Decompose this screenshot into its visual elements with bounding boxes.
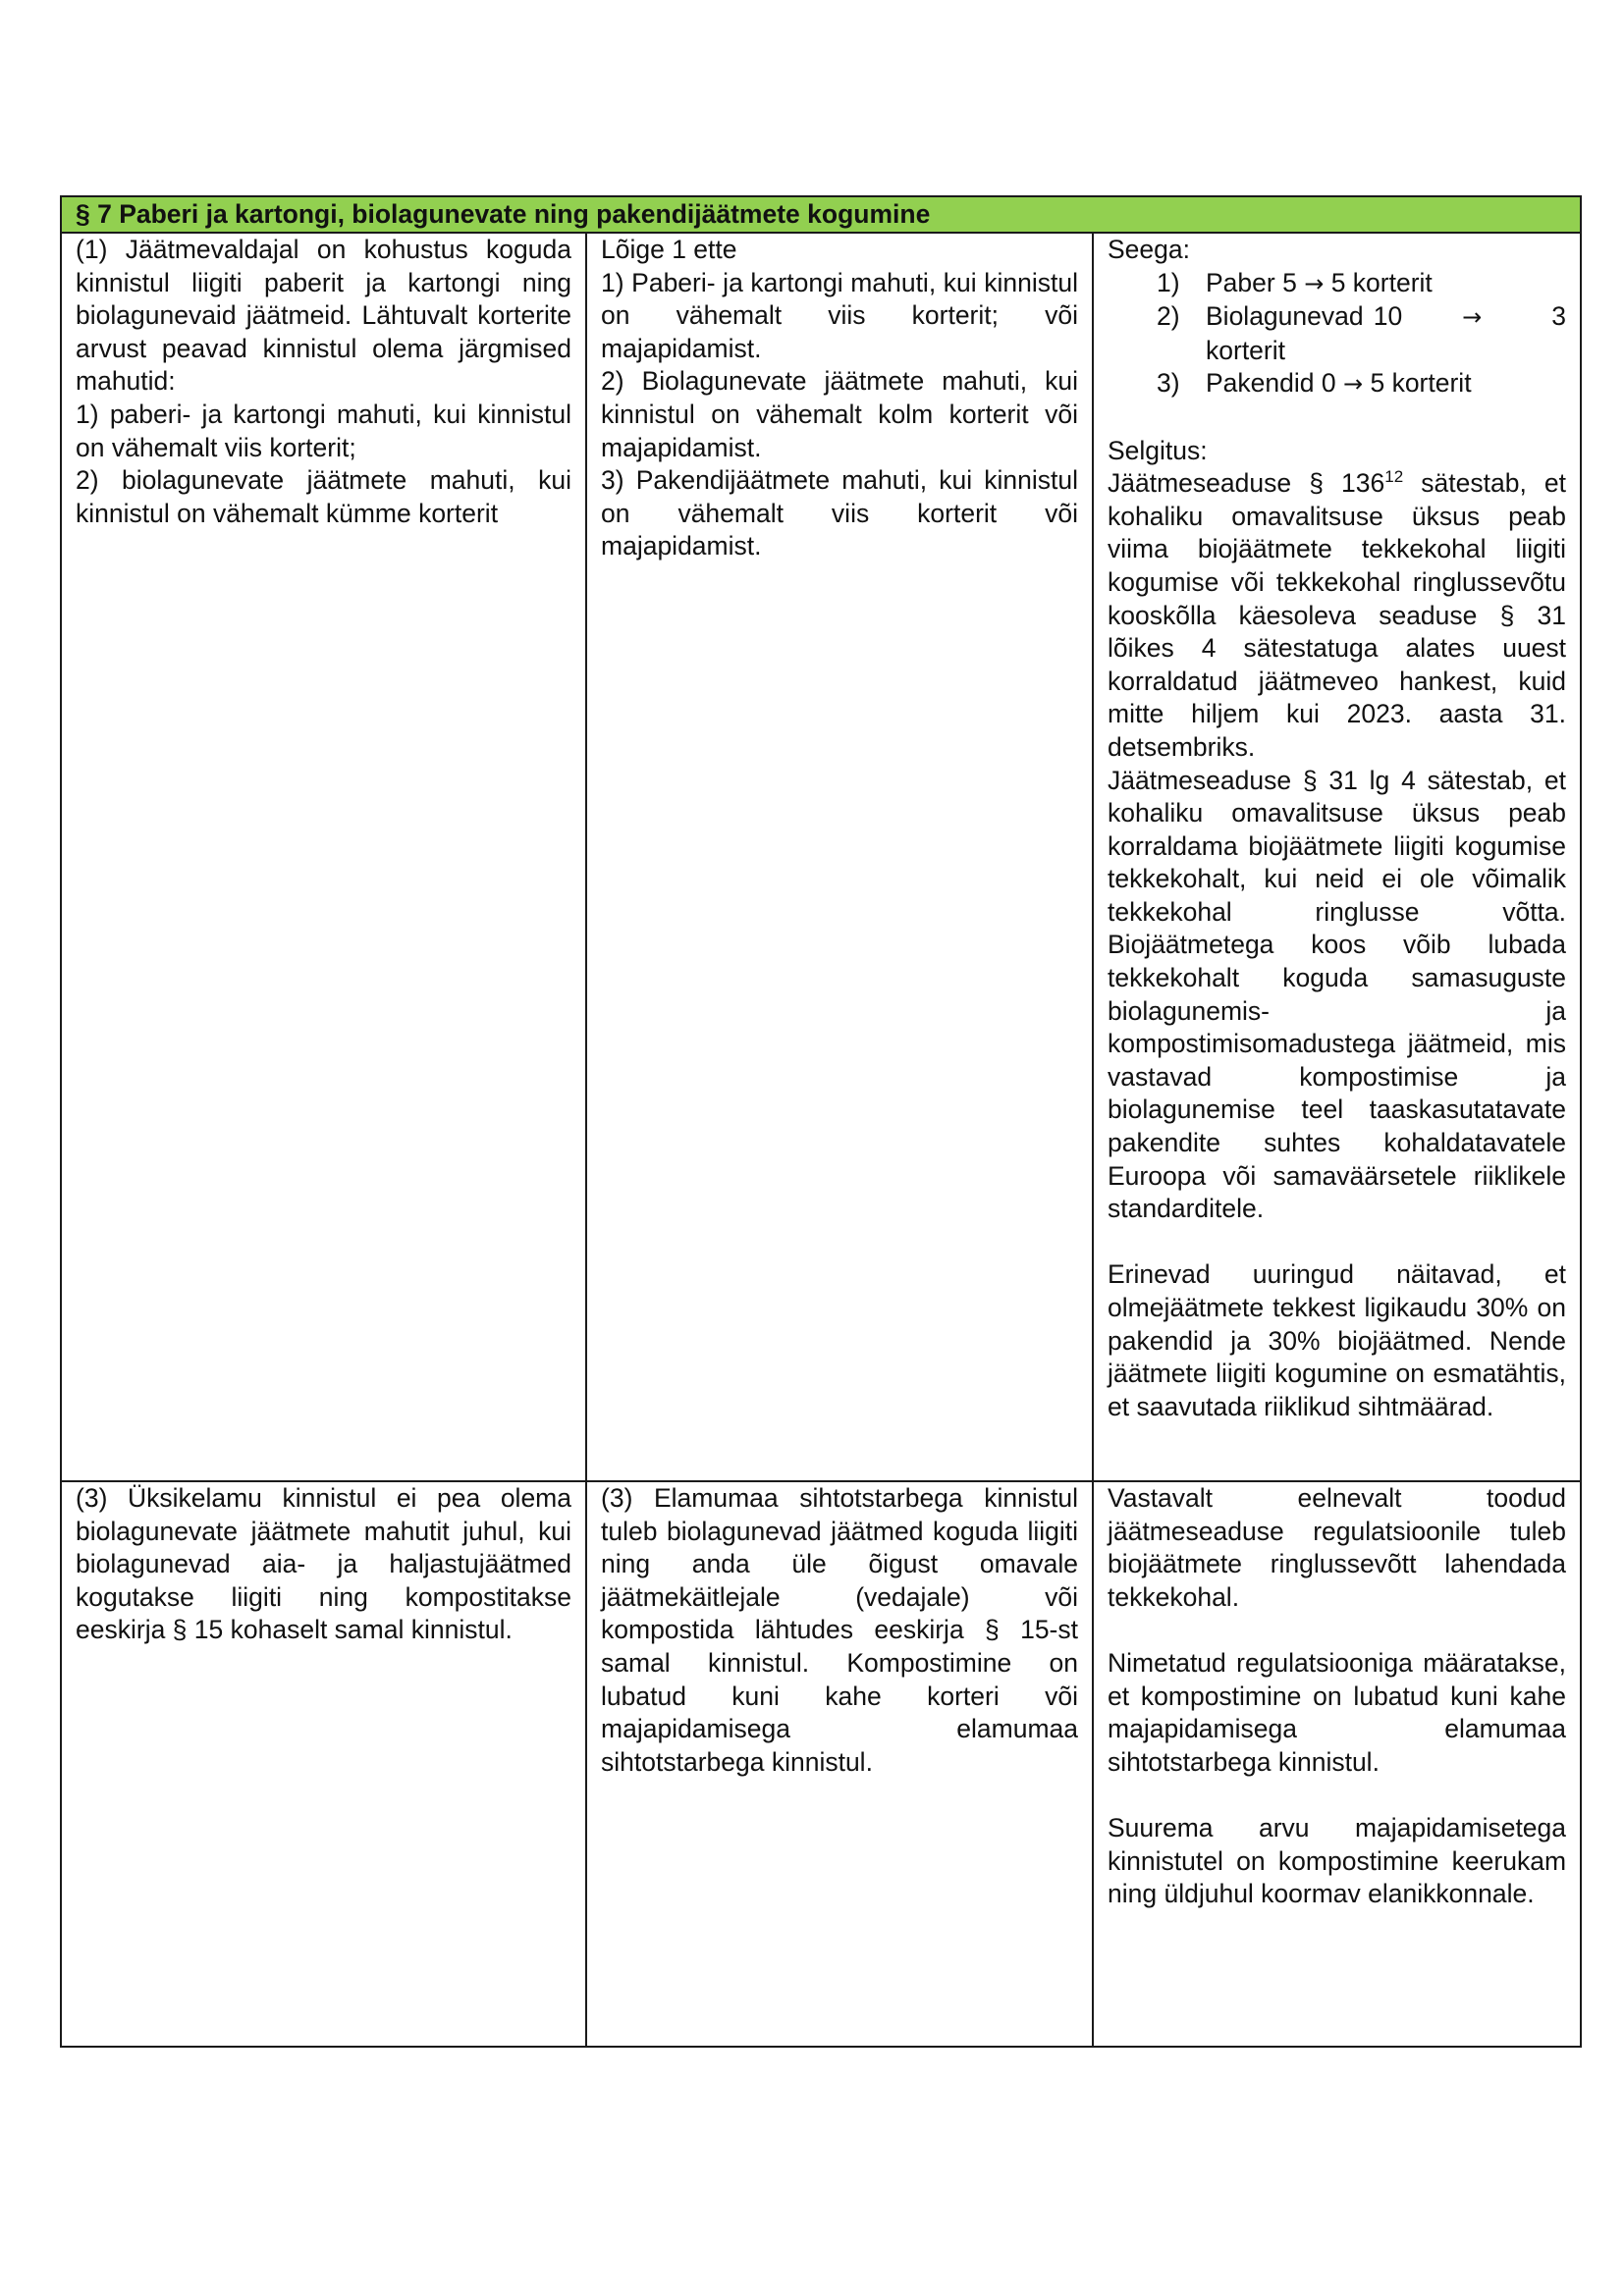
para1-post: sätestab, et kohaliku omavalitsuse üksus peab viima biojäätmete tekkekohal liigiti kogumise või tekkekohal ringlussevõtu kooskõlla käesoleva seaduse § 31 lõikes 4 sätestatuga alates uuest korraldatud jäätmeveo hankest, kuid mitte hiljem kui 2023. aasta 31. detsembriks. [1108, 468, 1567, 762]
item-text-a: Paber 5 [1206, 267, 1297, 297]
spacer [1108, 401, 1566, 435]
item-text-b: 3 korterit [1206, 301, 1567, 365]
paragraph: (3) Üksikelamu kinnistul ei pea olema biolagunevate jäätmete mahutit juhul, kui biolagunevad aia- ja haljastujäätmed kogutakse liigiti ning kompostitakse eeskirja § 15 kohaselt samal kinnistul. [76, 1483, 571, 1645]
list-number: 1) [1157, 267, 1180, 297]
proposal-text-cell [586, 233, 1093, 1481]
paragraph: Nimetatud regulatsiooniga määratakse, et kompostimine on lubatud kuni kahe majapidamisega elamumaa sihtotstarbega kinnistul. [1108, 1647, 1567, 1777]
table-row [61, 233, 1581, 1481]
summary-list [1108, 267, 1566, 401]
para1-pre: Jäätmeseaduse § 136 [1108, 468, 1385, 499]
paragraph: Suurema arvu majapidamisetega kinnistutel on kompostimine keerukam ning üldjuhul koormav elanikkonnale. [1108, 1812, 1567, 1909]
list-item: 2) biolagunevate jäätmete mahuti, kui kinnistul on vähemalt kümme korterit [76, 465, 571, 528]
explanation-cell [1093, 233, 1581, 1481]
superscript: 12 [1384, 467, 1404, 487]
paragraph: Erinevad uuringud näitavad, et olmejäätmete tekkest ligikaudu 30% on pakendid ja 30% biojäätmed. Nende jäätmete liigiti kogumine on esmatähtis, et saavutada riiklikud sihtmäärad. [1108, 1259, 1567, 1421]
section-title: § 7 Paberi ja kartongi, biolagunevate ning pakendijäätmete kogumine [61, 196, 1581, 233]
paragraph: Jäätmeseaduse § 31 lg 4 sätestab, et kohaliku omavalitsuse üksus peab korraldama biojäätmete liigiti kogumise tekkekohalt, kui neid ei ole võimalik tekkekohal ringlusse võtta. Biojäätmetega koos võib lubada tekkekohalt koguda samasuguste biolagunemis- ja kompostimisomadustega jäätmeid, mis vastavad kompostimise ja biolagunemise teel taaskasutatavate pakendite suhtes kohaldatavatele Euroopa või samaväärsetele riiklikele standarditele. [1108, 765, 1567, 1224]
proposal-text-cell [586, 1481, 1093, 2047]
list-item: 2) Biolagunevate jäätmete mahuti, kui kinnistul on vähemalt kolm korterit või majapidamist. [601, 366, 1078, 462]
arrow-right-icon: → [1304, 269, 1325, 297]
item-text-b: 5 korterit [1330, 267, 1433, 297]
list-number: 3) [1157, 368, 1180, 399]
spacer [1108, 1614, 1566, 1647]
paragraph: (3) Elamumaa sihtotstarbega kinnistul tuleb biolagunevad jäätmed koguda liigiti ning anda üle õigust omavale jäätmekäitlejale (vedajale) või kompostida lähtudes eeskirja § 15-st samal kinnistul. Kompostimine on lubatud kuni kahe korteri või majapidamisega elamumaa sihtotstarbega kinnistul. [601, 1483, 1078, 1777]
list-item: 1) Paberi- ja kartongi mahuti, kui kinnistul on vähemalt viis korterit; või majapidamist. [601, 267, 1078, 363]
table-row [61, 1481, 1581, 2047]
list-item [1108, 267, 1566, 301]
spacer [1108, 1779, 1566, 1812]
regulation-table [60, 195, 1582, 2048]
list-number: 2) [1157, 301, 1180, 332]
item-text-a: Pakendid 0 [1206, 368, 1336, 399]
paragraph: (1) Jäätmevaldajal on kohustus koguda kinnistul liigiti paberit ja kartongi ning biolagunevaid jäätmeid. Lähtuvalt korterite arvust peavad kinnistul olema järgmised mahutid: [76, 235, 571, 397]
regulation-text-cell [61, 233, 586, 1481]
paragraph: Vastavalt eelnevalt toodud jäätmeseaduse regulatsioonile tuleb biojäätmete ringlussevõtt lahendada tekkekohal. [1108, 1483, 1567, 1612]
regulation-text-cell [61, 1481, 586, 2047]
item-text-b: 5 korterit [1370, 368, 1472, 399]
arrow-right-icon: → [1342, 370, 1364, 399]
intro-text: Seega: [1108, 235, 1190, 264]
item-text-a: Biolagunevad 10 [1206, 301, 1403, 332]
spacer [1108, 1226, 1566, 1259]
arrow-right-icon: → [1462, 303, 1483, 332]
table-header-row [61, 196, 1581, 233]
list-item [1108, 300, 1566, 367]
list-item: 1) paberi- ja kartongi mahuti, kui kinnistul on vähemalt viis korterit; [76, 399, 571, 462]
explanation-cell [1093, 1481, 1581, 2047]
list-item: 3) Pakendijäätmete mahuti, kui kinnistul on vähemalt viis korterit või majapidamist. [601, 465, 1078, 561]
list-item [1108, 367, 1566, 401]
paragraph [1108, 467, 1566, 764]
explain-label: Selgitus: [1108, 435, 1208, 465]
paragraph: Lõige 1 ette [601, 235, 737, 264]
